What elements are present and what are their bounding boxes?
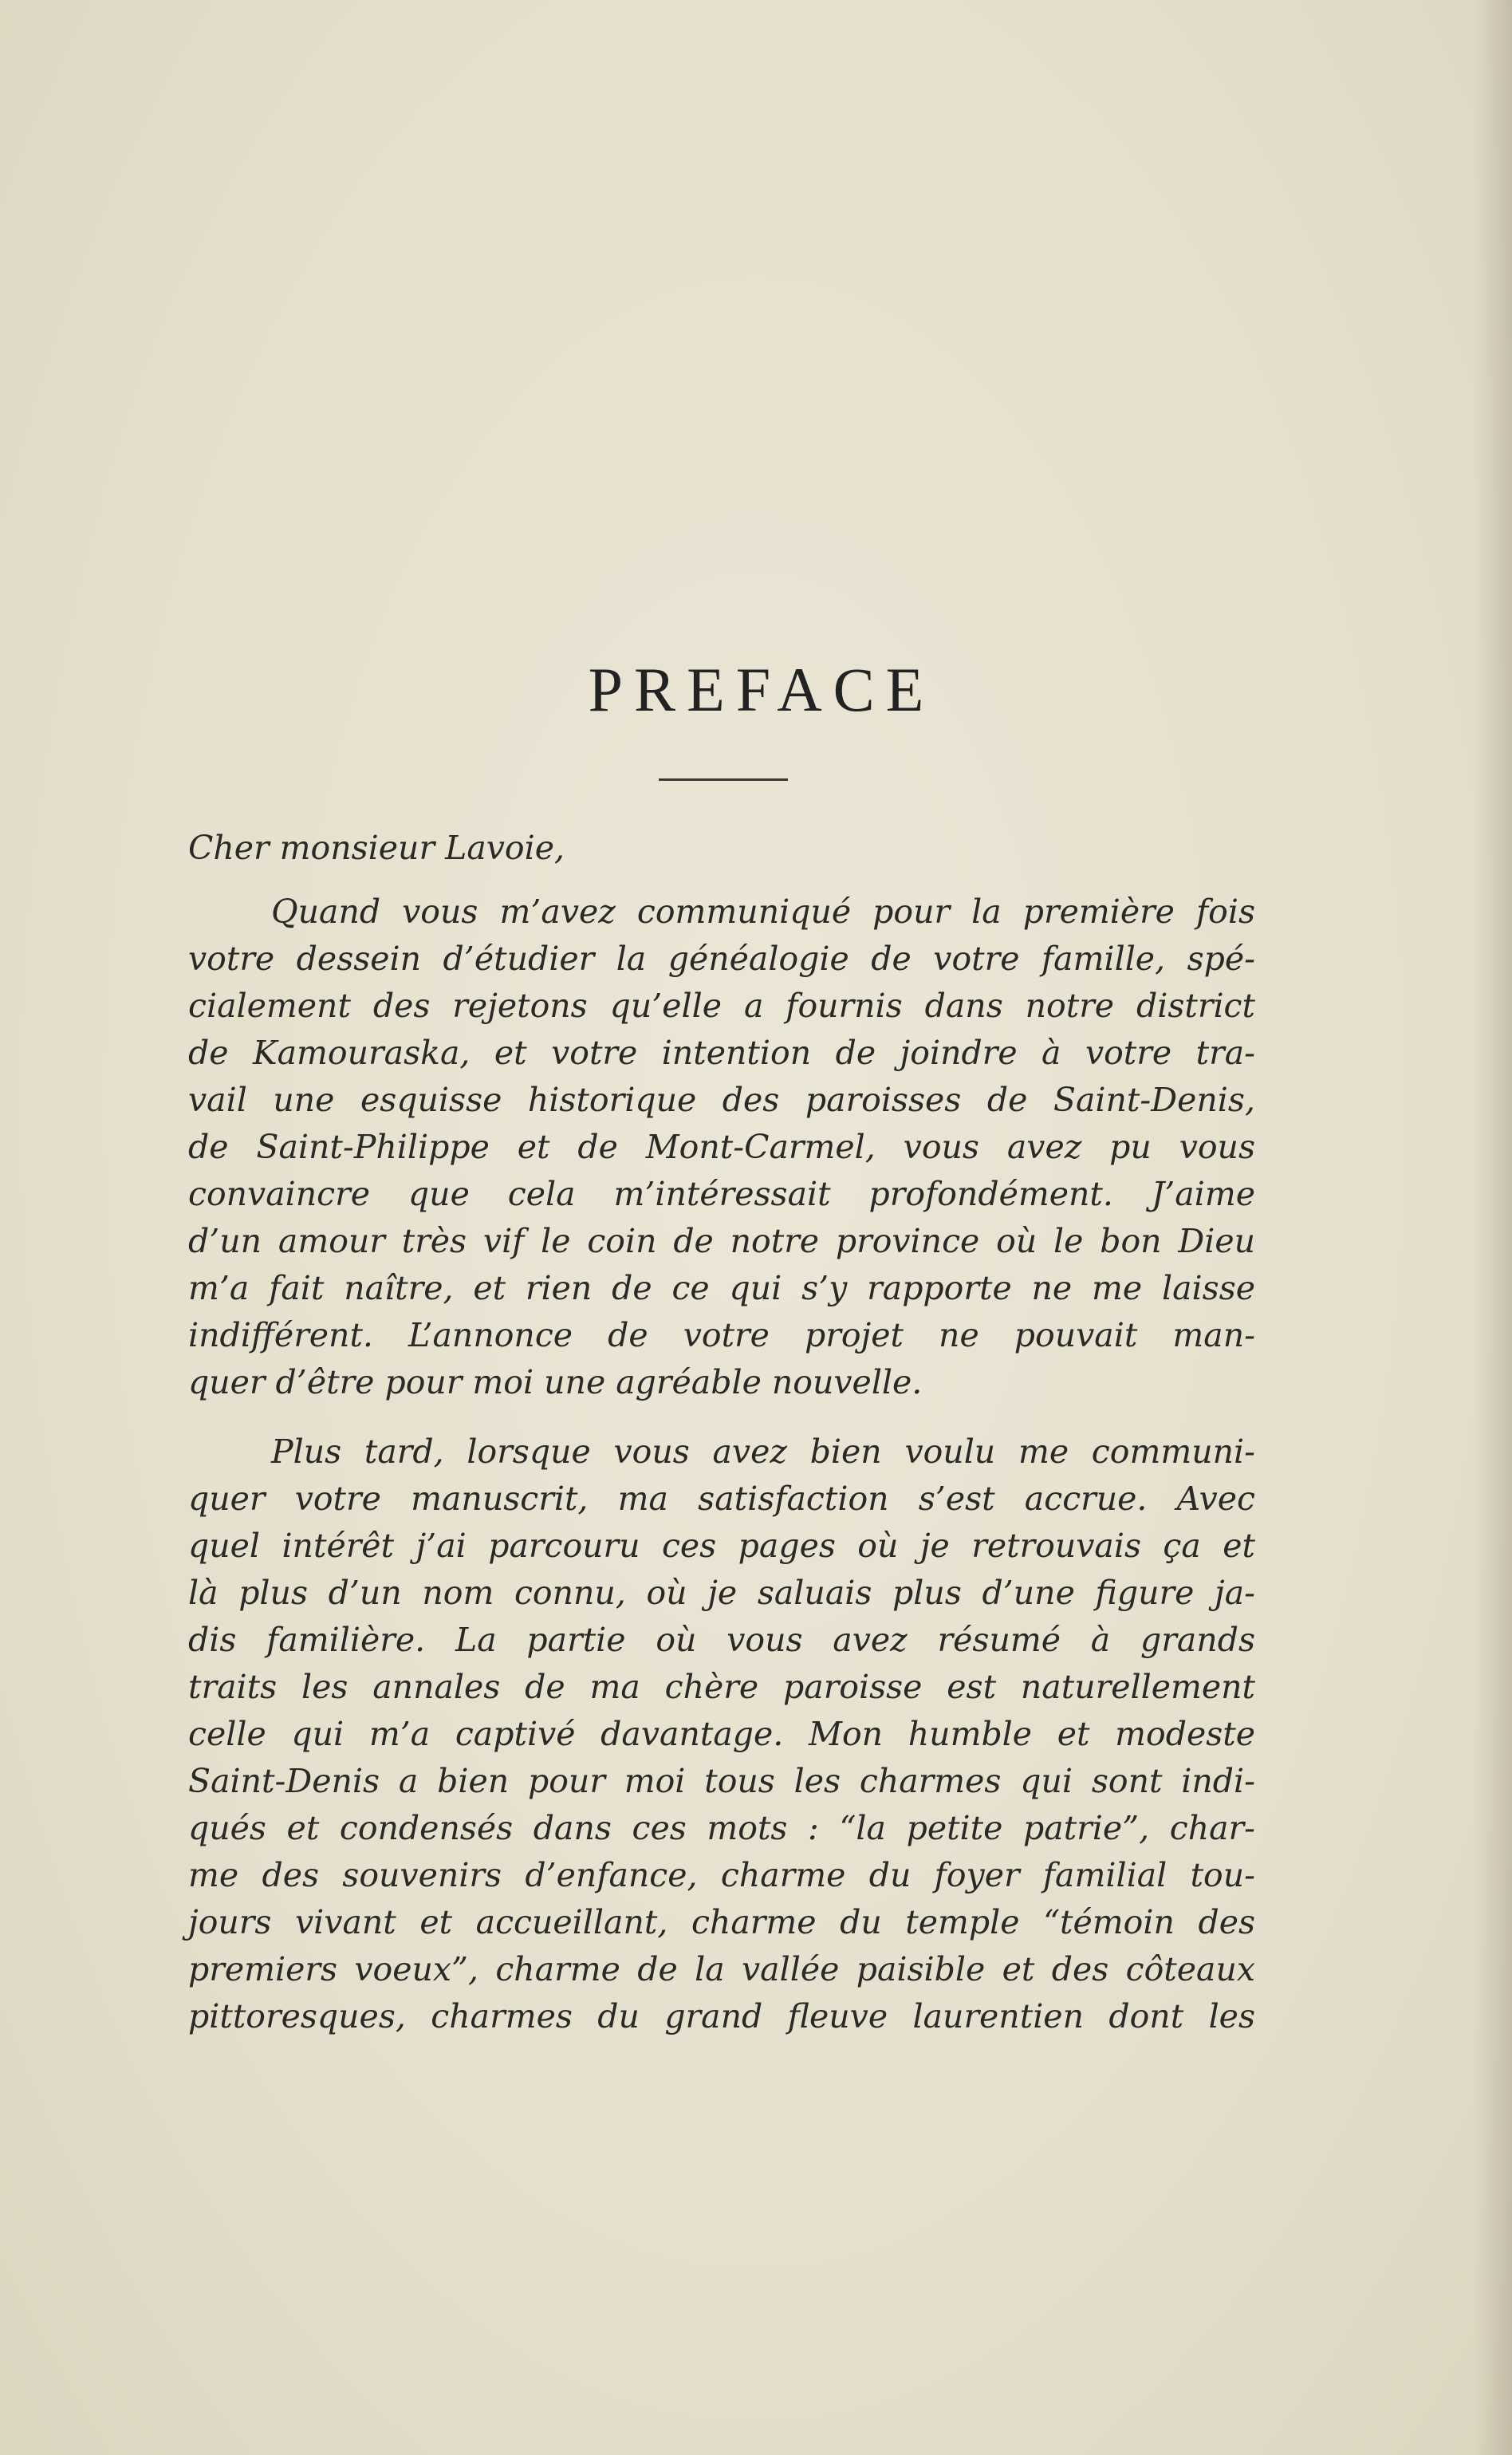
paragraph-line: là plus d’un nom connu, où je saluais plus d’une figure ja- — [188, 1574, 1255, 1612]
paragraph-line: votre dessein d’étudier la généalogie de votre famille, spé- — [188, 940, 1255, 978]
paragraph-line: d’un amour très vif le coin de notre province où le bon Dieu — [188, 1222, 1255, 1260]
paragraph-line: quer votre manuscrit, ma satisfaction s’est accrue. Avec — [188, 1480, 1255, 1518]
paragraph-line: celle qui m’a captivé davantage. Mon humble et modeste — [188, 1715, 1255, 1753]
paragraph-line: Saint-Denis a bien pour moi tous les charmes qui sont indi- — [188, 1762, 1255, 1800]
paragraph-line: de Saint-Philippe et de Mont-Carmel, vous avez pu vous — [188, 1128, 1255, 1166]
paragraph-line: dis familière. La partie où vous avez résumé à grands — [188, 1621, 1255, 1659]
paragraph-line: vail une esquisse historique des paroisses de Saint-Denis, — [188, 1081, 1255, 1119]
paragraph-line: pittoresques, charmes du grand fleuve laurentien dont les — [188, 1997, 1255, 2035]
paragraph-line: Plus tard, lorsque vous avez bien voulu me communi- — [271, 1432, 1255, 1471]
salutation: Cher monsieur Lavoie, — [188, 829, 565, 867]
page-edge-shadow — [1474, 0, 1512, 2455]
paragraph-line: me des souvenirs d’enfance, charme du foyer familial tou- — [188, 1856, 1255, 1894]
paragraph-1 — [188, 889, 1255, 1406]
letter-body — [188, 825, 1255, 2063]
paragraph-line: indifférent. L’annonce de votre projet ne pouvait man- — [188, 1316, 1255, 1354]
title-rule — [659, 778, 788, 781]
paragraph-line: cialement des rejetons qu’elle a fournis dans notre district — [188, 987, 1255, 1025]
paragraph-line: de Kamouraska, et votre intention de joindre à votre tra- — [188, 1034, 1255, 1072]
page-title: PREFACE — [588, 655, 935, 724]
paragraph-line: jours vivant et accueillant, charme du temple “témoin des — [188, 1903, 1255, 1941]
paragraph-line: premiers voeux”, charme de la vallée paisible et des côteaux — [188, 1950, 1255, 1988]
paragraph-line: traits les annales de ma chère paroisse est naturellement — [188, 1668, 1255, 1706]
paragraph-line: quel intérêt j’ai parcouru ces pages où je retrouvais ça et — [188, 1527, 1255, 1565]
paragraph-line: quer d’être pour moi une agréable nouvelle. — [188, 1363, 923, 1401]
paragraph-2 — [188, 1428, 1255, 2040]
paragraph-line: Quand vous m’avez communiqué pour la première fois — [271, 893, 1255, 931]
paragraph-line: qués et condensés dans ces mots : “la petite patrie”, char- — [188, 1809, 1255, 1847]
paragraph-line: m’a fait naître, et rien de ce qui s’y rapporte ne me laisse — [188, 1269, 1255, 1307]
paragraph-line: convaincre que cela m’intéressait profondément. J’aime — [188, 1175, 1255, 1213]
